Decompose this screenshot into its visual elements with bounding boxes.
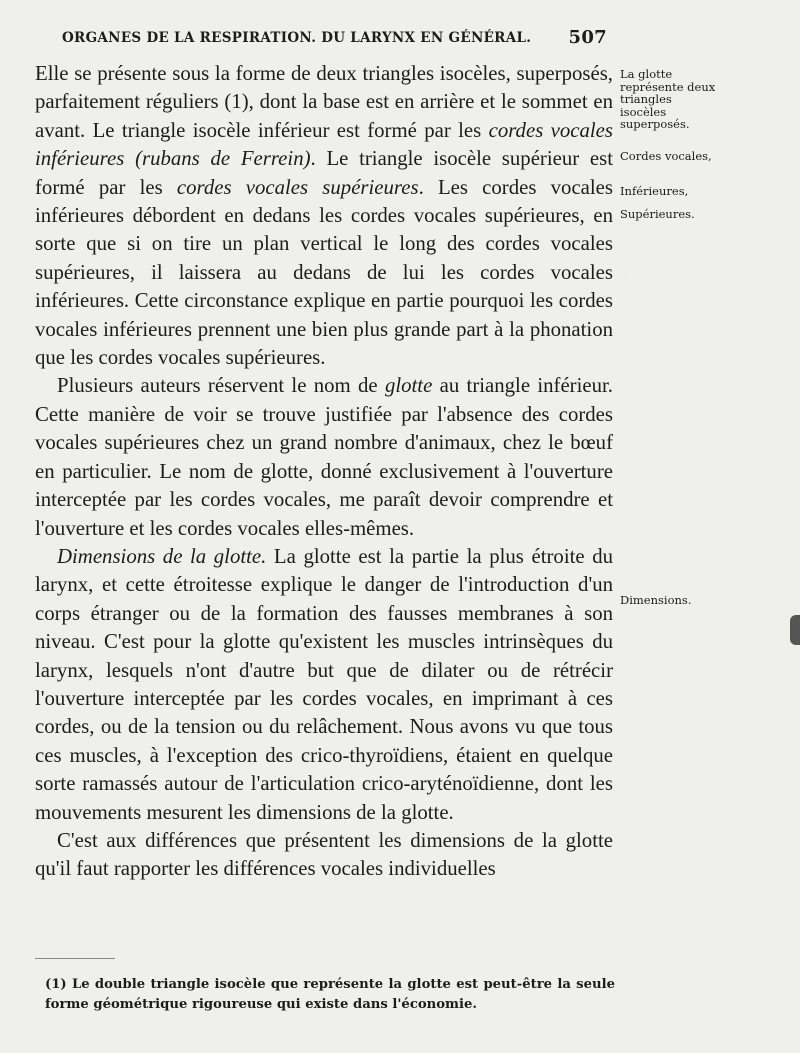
paragraph: Plusieurs auteurs réservent le nom de glotte au triangle inférieur. Cette manière de voir se trouve justifiée par l'absence des cordes vocales supérieures chez un grand nombre d'animaux, chez le bœuf en particulier. Le nom de glotte, donné exclusivement à l'ouverture interceptée par les cordes vocales, me paraît devoir comprendre et l'ouverture et les cordes vocales elles-mêmes. [35,374,613,540]
margin-note-superieures: Supérieures. [620,207,695,221]
paragraph: C'est aux différences que présentent les dimensions de la glotte qu'il faut rapporter les différences vocales individuelles [35,828,613,881]
main-text [35,60,613,884]
paragraph: Elle se présente sous la forme de deux triangles isocèles, superposés, parfaitement réguliers (1), dont la base est en arrière et le sommet en avant. Le triangle isocèle inférieur est formé par les cordes vocales inférieures (rubans de Ferrein). Le triangle isocèle supérieur est formé par les cordes vocales supérieures. Les cordes vocales inférieures débordent en dedans les cordes vocales supérieures, en sorte que si on tire un plan vertical le long des cordes vocales supérieures, il laissera au dedans de lui les cordes vocales inférieures. Cette circonstance explique en partie pourquoi les cordes vocales inférieures prennent une bien plus grande part à la phonation que les cordes vocales supérieures. [35,62,614,370]
running-title: ORGANES DE LA RESPIRATION. DU LARYNX EN GÉNÉRAL. [62,30,532,46]
margin-note-dimensions: Dimensions. [620,593,692,607]
section-heading: Dimensions de la glotte. [57,544,267,568]
margin-note-inferieures: Inférieures, [620,184,689,198]
paragraph: Dimensions de la glotte. La glotte est la partie la plus étroite du larynx, et cette étroitesse explique le danger de l'introduction d'un corps étranger ou de la formation des fausses membranes à son niveau. C'est pour la glotte qu'existent les muscles intrinsèques du larynx, lesquels n'ont d'autre but que de dilater ou de rétrécir l'ouverture interceptée par les cordes vocales, en imprimant à ces cordes, ou de la tension ou du relâchement. Nous avons vu que tous ces muscles, à l'exception des crico-thyroïdiens, étaient en quelque sorte ramassés autour de l'articulation crico-aryténoïdienne, dont les mouvements mesurent les dimensions de la glotte. [35,544,613,824]
margin-note-cordes: Cordes vocales, [620,149,712,163]
footnote-rule [35,958,115,959]
running-header [62,27,607,48]
page-edge-shadow [790,615,800,645]
bleed-through: · [625,265,629,279]
margin-note-glotte: La glotte représente deux triangles isocèles superposés. [620,67,716,131]
footnote: (1) Le double triangle isocèle que représente la glotte est peut-être la seule forme géométrique rigoureuse qui existe dans l'économie. [45,977,615,1012]
page-number: 507 [568,27,607,48]
